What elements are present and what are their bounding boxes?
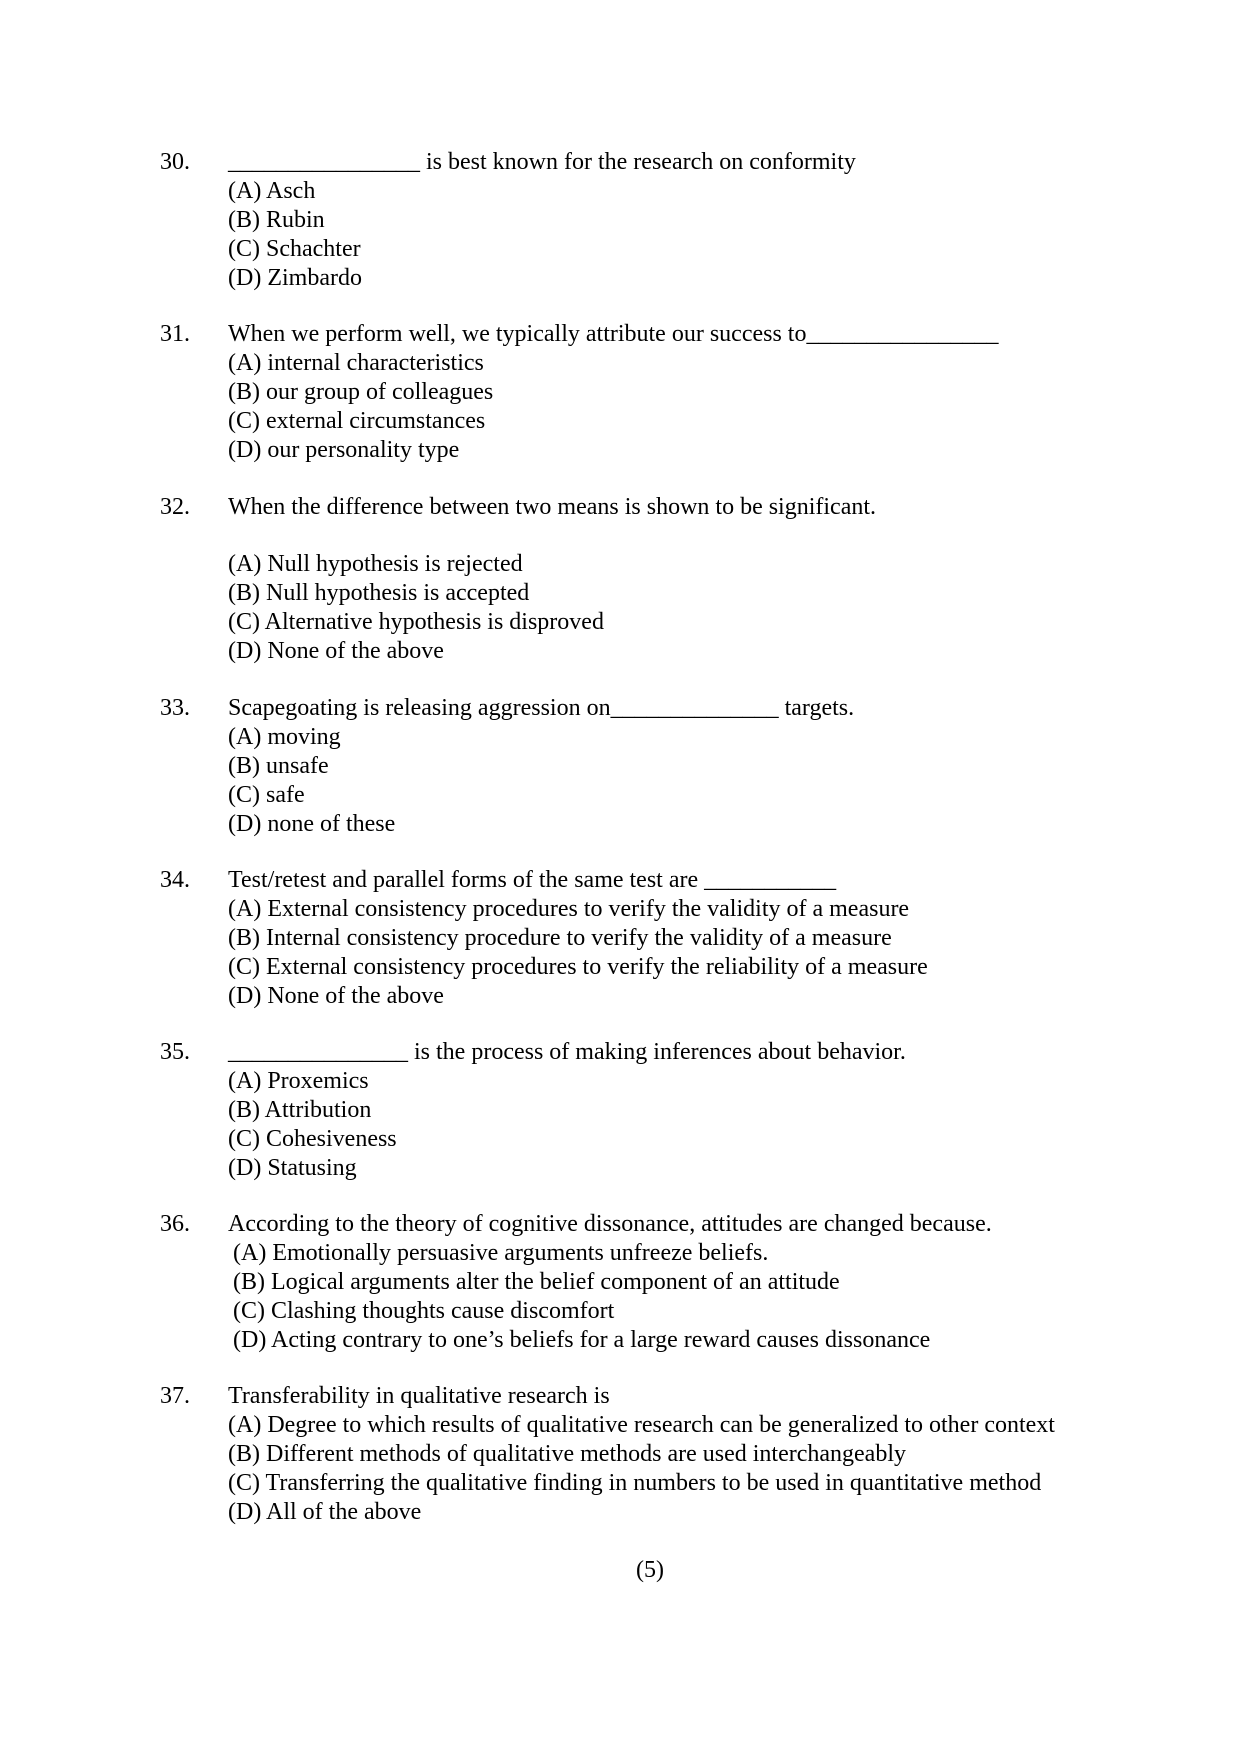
question-stem: According to the theory of cognitive dissonance, attitudes are changed because. (228, 1211, 992, 1237)
question-stem: _______________ is the process of making inferences about behavior. (228, 1039, 906, 1065)
question-number: 36. (160, 1211, 190, 1237)
question-stem: When the difference between two means is shown to be significant. (228, 494, 877, 520)
option-list (228, 1067, 1160, 1183)
option-c: (C) safe (228, 782, 305, 808)
option-d: (D) our personality type (228, 437, 460, 463)
question-31 (160, 320, 1160, 465)
option-d: (D) None of the above (228, 983, 444, 1009)
option-list (228, 895, 1160, 1011)
option-a: (A) Null hypothesis is rejected (228, 551, 523, 577)
option-d: (D) None of the above (228, 638, 444, 664)
page-number: (5) (636, 1557, 664, 1583)
option-c: (C) Clashing thoughts cause discomfort (233, 1298, 615, 1324)
option-b: (B) Rubin (228, 207, 325, 233)
option-b: (B) Null hypothesis is accepted (228, 580, 530, 606)
option-b: (B) Logical arguments alter the belief component of an attitude (233, 1269, 840, 1295)
option-c: (C) Transferring the qualitative finding in numbers to be used in quantitative method (228, 1470, 1042, 1496)
question-number: 30. (160, 149, 190, 175)
option-d: (D) Zimbardo (228, 265, 362, 291)
question-35 (160, 1038, 1160, 1183)
option-list (228, 723, 1160, 839)
option-b: (B) Internal consistency procedure to verify the validity of a measure (228, 925, 892, 951)
option-a: (A) Asch (228, 178, 316, 204)
option-c: (C) External consistency procedures to verify the reliability of a measure (228, 954, 928, 980)
question-34 (160, 866, 1160, 1011)
option-b: (B) Attribution (228, 1097, 372, 1123)
option-d: (D) Statusing (228, 1155, 357, 1181)
option-c: (C) Alternative hypothesis is disproved (228, 609, 604, 635)
option-list (228, 177, 1160, 293)
option-list (233, 1239, 1160, 1355)
option-b: (B) unsafe (228, 753, 329, 779)
option-list (228, 1411, 1160, 1527)
question-stem: Scapegoating is releasing aggression on______________ targets. (228, 695, 855, 721)
option-c: (C) Schachter (228, 236, 361, 262)
option-c: (C) external circumstances (228, 408, 486, 434)
option-a: (A) Degree to which results of qualitative research can be generalized to other context (228, 1412, 1055, 1438)
question-33 (160, 694, 1160, 839)
option-a: (A) External consistency procedures to verify the validity of a measure (228, 896, 910, 922)
option-a: (A) internal characteristics (228, 350, 484, 376)
option-c: (C) Cohesiveness (228, 1126, 397, 1152)
option-d: (D) All of the above (228, 1499, 422, 1525)
option-d: (D) none of these (228, 811, 396, 837)
question-36 (160, 1210, 1160, 1355)
question-stem: When we perform well, we typically attribute our success to________________ (228, 321, 999, 347)
option-b: (B) Different methods of qualitative methods are used interchangeably (228, 1441, 906, 1467)
question-number: 35. (160, 1039, 190, 1065)
question-number: 31. (160, 321, 190, 347)
option-d: (D) Acting contrary to one’s beliefs for a large reward causes dissonance (233, 1327, 931, 1353)
question-stem: ________________ is best known for the research on conformity (228, 149, 856, 175)
option-list (228, 349, 1160, 465)
question-number: 34. (160, 867, 190, 893)
option-a: (A) moving (228, 724, 341, 750)
question-stem: Test/retest and parallel forms of the same test are ___________ (228, 867, 837, 893)
question-32 (160, 493, 1160, 666)
question-37 (160, 1382, 1160, 1527)
question-stem: Transferability in qualitative research is (228, 1383, 610, 1409)
question-30 (160, 148, 1160, 293)
option-list (228, 550, 1160, 666)
option-a: (A) Proxemics (228, 1068, 369, 1094)
question-number: 32. (160, 494, 190, 520)
question-number: 33. (160, 695, 190, 721)
option-a: (A) Emotionally persuasive arguments unfreeze beliefs. (233, 1240, 769, 1266)
option-b: (B) our group of colleagues (228, 379, 494, 405)
question-number: 37. (160, 1383, 190, 1409)
